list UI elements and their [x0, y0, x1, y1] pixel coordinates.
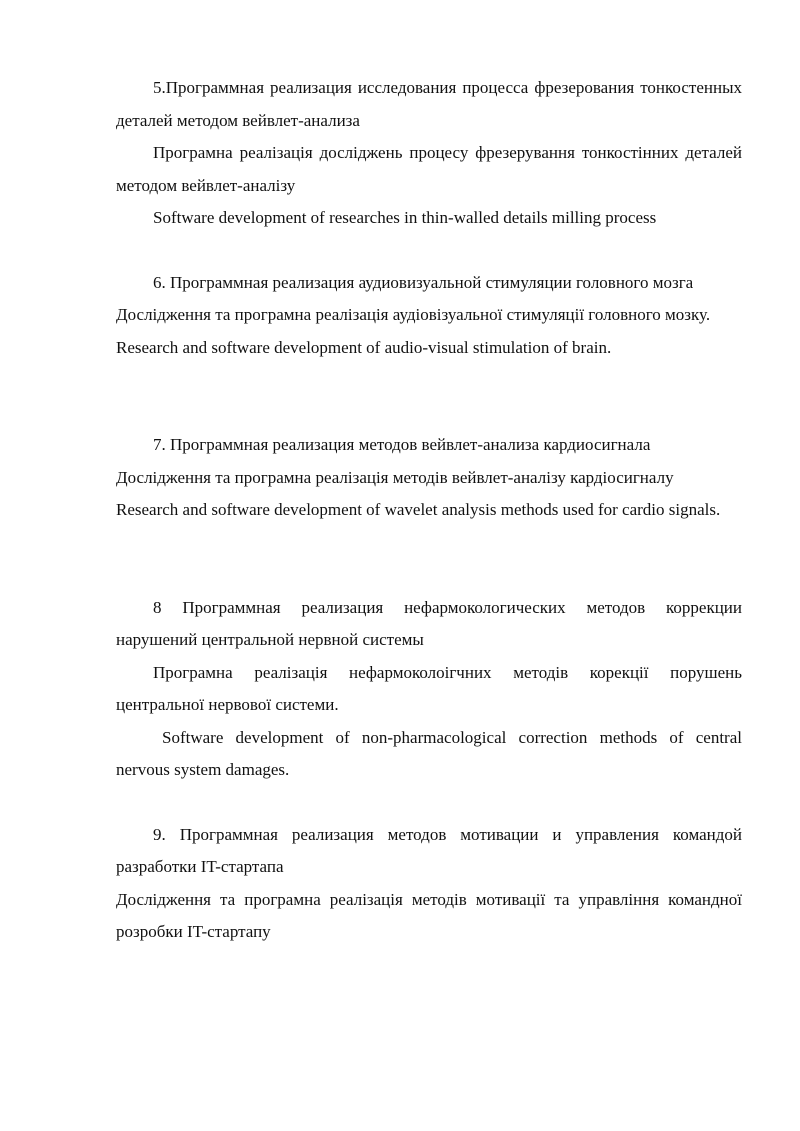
topic-title-en: Software development of non-pharmacological correction methods of central nervous system damages.	[116, 727, 742, 779]
topic-title-uk: Програмна реалізація нефармоколоігчних методів корекції порушень центральної нервової системи.	[116, 662, 742, 714]
topic-item-9	[116, 819, 742, 949]
spacer	[116, 527, 742, 592]
spacer	[116, 364, 742, 429]
topic-item-5	[116, 72, 742, 235]
topic-title-en: Research and software development of audio-visual stimulation of brain.	[116, 337, 612, 357]
document-page	[116, 72, 742, 949]
topic-title-uk: Дослідження та програмна реалізація аудіовізуальної стимуляції головного мозку.	[116, 305, 711, 324]
topic-item-8	[116, 592, 742, 787]
spacer	[116, 787, 742, 819]
topic-title-uk: Програмна реалізація досліджень процесу фрезерування тонкостінних деталей методом вейвлет-аналізу	[116, 143, 742, 195]
topic-title-ru: 9. Программная реализация методов мотивации и управления командой разработки IT-стартапа	[116, 824, 742, 876]
topic-title-ru: 5.Программная реализация исследования процесса фрезерования тонкостенных деталей методом вейвлет-анализа	[116, 78, 742, 130]
topic-title-ru: 8 Программная реализация нефармокологических методов коррекции нарушений центральной нервной системы	[116, 597, 742, 649]
topic-title-ru: 6. Программная реализация аудиовизуальной стимуляции головного мозга	[153, 272, 694, 292]
topic-item-6	[116, 267, 742, 365]
topic-title-ru: 7. Программная реализация методов вейвлет-анализа кардиосигнала	[153, 435, 651, 454]
topic-title-en: Research and software development of wavelet analysis methods used for cardio signals.	[116, 500, 721, 519]
topic-item-7	[116, 429, 742, 527]
topic-title-uk: Дослідження та програмна реалізація методів вейвлет-аналізу кардіосигналу	[116, 467, 674, 487]
topic-title-en: Software development of researches in thin-walled details milling process	[153, 208, 657, 227]
topic-title-uk: Дослідження та програмна реалізація методів мотивації та управління командної розробки IT-стартапу	[116, 889, 742, 941]
spacer	[116, 235, 742, 267]
